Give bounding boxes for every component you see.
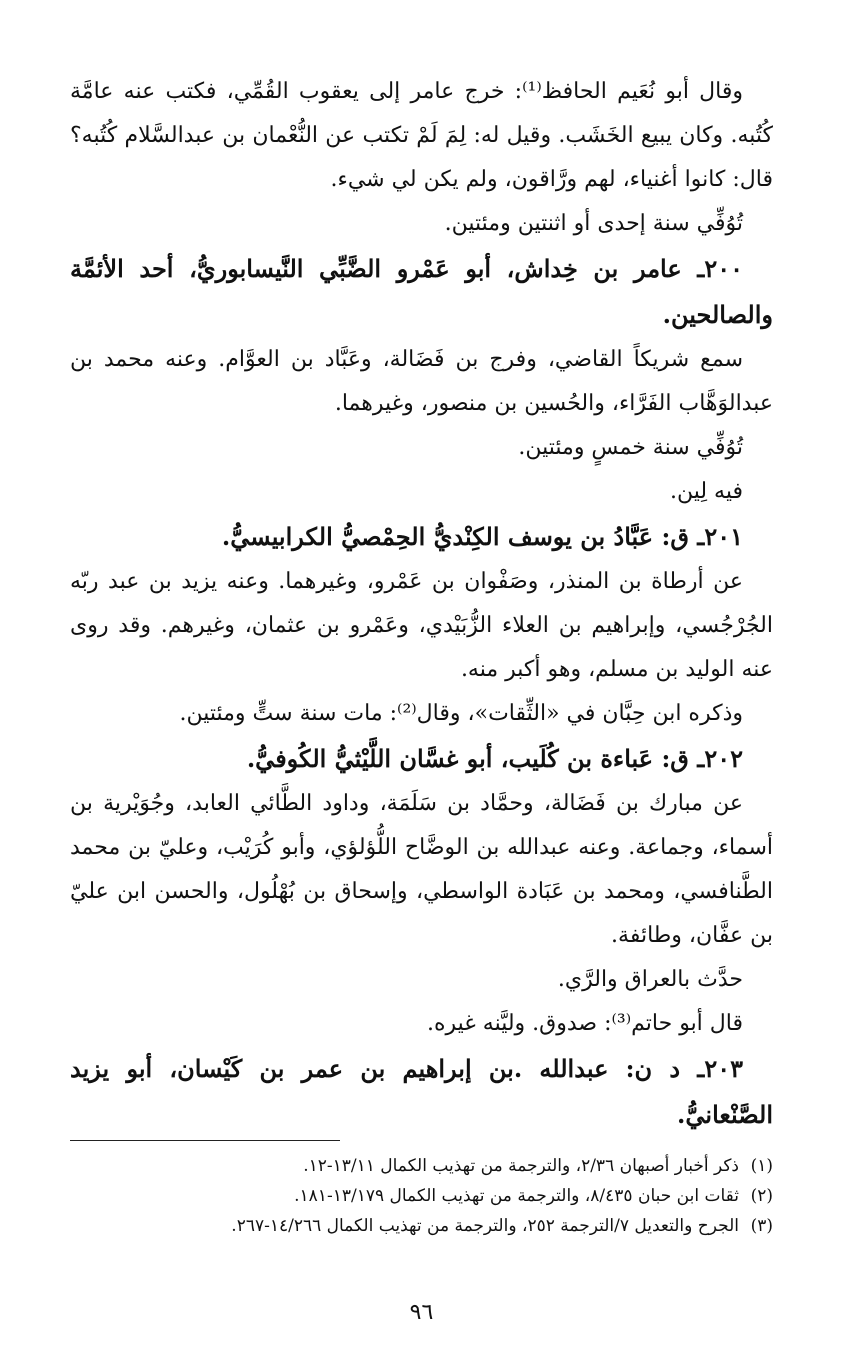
biography-heading: ٢٠٢ـ ق: عَباءة بن كُلَيب، أبو غسَّان اللَّيْثيُّ الكُوفيُّ. <box>246 744 743 773</box>
biography-heading: ٢٠٠ـ عامر بن خِداش، أبو عَمْرو الضَّبِّي النَّيسابوريُّ، أحد الأئمَّة والصالحين. <box>70 254 773 329</box>
main-text <box>70 70 773 1138</box>
paragraph: وقال أبو نُعَيم الحافظ⁽¹⁾: خرج عامر إلى يعقوب القُمِّي، فكتب عنه عامَّة كُتُبه. وكان يبيع الخَشَب. وقيل له: لِمَ لَمْ تكتب عن النُّعْمان بن عبدالسَّلام كُتُبه؟ قال: كانوا أغنياء، لهم ورَّاقون، ولم يكن لي شيء. <box>70 79 773 192</box>
biography-heading: ٢٠١ـ ق: عَبَّادُ بن يوسف الكِنْديُّ الحِمْصيُّ الكرابيسيُّ. <box>221 522 743 551</box>
footnote-number: (٣) <box>750 1216 773 1236</box>
paragraph: وذكره ابن حِبَّان في «الثِّقات»، وقال⁽²⁾: مات سنة ستٍّ ومئتين. <box>179 701 743 726</box>
footnote <box>70 1181 773 1211</box>
footnote-number: (١) <box>750 1156 773 1176</box>
paragraph: سمع شريكاً القاضي، وفرج بن فَضَالة، وعَبَّاد بن العوَّام. وعنه محمد بن عبدالوَهَّاب الفَرَّاء، والحُسين بن منصور، وغيرهما. <box>70 347 773 416</box>
paragraph: عن مبارك بن فَضَالة، وحمَّاد بن سَلَمَة، وداود الطَّائي العابد، وجُوَيْرية بن أسماء، وجماعة. وعنه عبدالله بن الوضَّاح اللُّؤلؤي، وأبو كُرَيْب، وعليّ بن محمد الطَّنافسي، ومحمد بن عَبَادة الواسطي، وإسحاق بن بُهْلُول، والحسن ابن عليّ بن عفَّان، وطائفة. <box>70 791 773 948</box>
footnotes <box>70 1140 773 1241</box>
biography-heading: ٢٠٣ـ د ن: عبدالله .بن إبراهيم بن عمر بن كَيْسان، أبو يزيد الصَّنْعانيُّ. <box>70 1054 773 1129</box>
paragraph: قال أبو حاتم⁽³⁾: صدوق. وليَّنه غيره. <box>426 1011 743 1036</box>
paragraph: فيه لِين. <box>669 479 743 504</box>
footnote-divider <box>70 1140 340 1141</box>
page-number: ٩٦ <box>409 1300 434 1325</box>
footnote-text: الجرح والتعديل ٧/الترجمة ٢٥٢، والترجمة من تهذيب الكمال ١٤/٢٦٦-٢٦٧. <box>231 1216 739 1236</box>
footnote-number: (٢) <box>750 1186 773 1206</box>
footnote <box>70 1211 773 1241</box>
paragraph: تُوُفِّي سنة إحدى أو اثنتين ومئتين. <box>444 211 743 236</box>
footnote-text: ثقات ابن حبان ٨/٤٣٥، والترجمة من تهذيب الكمال ١٣/١٧٩-١٨١. <box>294 1186 739 1206</box>
footnote-text: ذكر أخبار أصبهان ٢/٣٦، والترجمة من تهذيب الكمال ١٣/١١-١٢. <box>303 1156 739 1176</box>
footnote <box>70 1151 773 1181</box>
paragraph: عن أرطاة بن المنذر، وصَفْوان بن عَمْرو، وغيرهما. وعنه يزيد بن عبد ربّه الجُرْجُسي، وإبراهيم بن العلاء الزُّبَيْدي، وعَمْرو بن عثمان، وغيرهم. وقد روى عنه الوليد بن مسلم، وهو أكبر منه. <box>70 569 773 682</box>
paragraph: حدَّث بالعراق والرَّي. <box>557 967 743 992</box>
paragraph: تُوُفِّي سنة خمسٍ ومئتين. <box>518 435 743 460</box>
